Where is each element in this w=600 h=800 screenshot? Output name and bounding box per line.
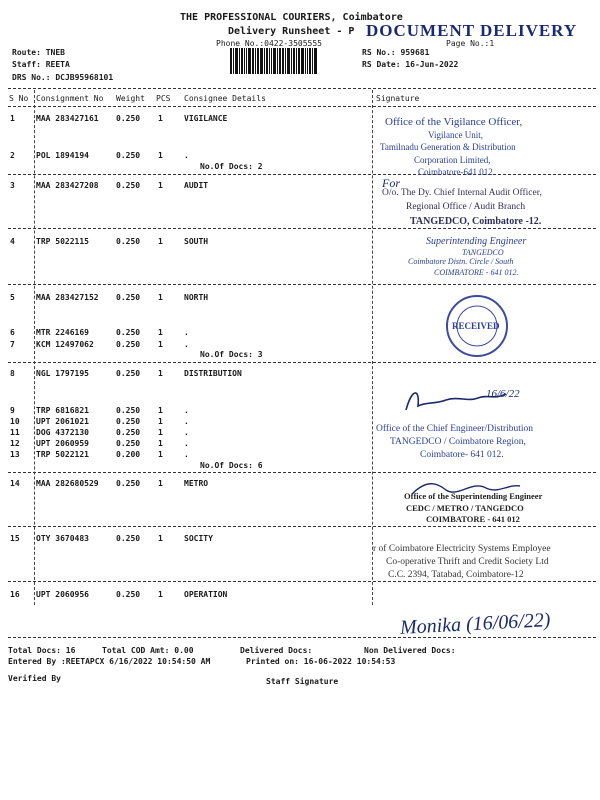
row-pcs: 1 [158,406,163,415]
column-header-consignment: Consignment No [36,94,104,103]
row-sno: 8 [10,369,15,378]
row-weight: 0.250 [116,417,141,426]
row-sno: 2 [10,151,15,160]
row-pcs: 1 [158,237,163,246]
south-stamp-line: Coimbatore Distn. Circle / South [408,257,514,266]
vigilance-stamp-line: Coimbatore-641 012. [418,167,495,177]
row-weight: 0.250 [116,293,141,302]
row-consignee: SOUTH [184,237,209,246]
row-weight: 0.250 [116,406,141,415]
row-consignment-no: MTR 2246169 [36,328,89,337]
row-sno: 3 [10,181,15,190]
doc-count: No.Of Docs: 6 [200,461,263,470]
row-divider [8,581,596,582]
row-sno: 7 [10,340,15,349]
row-weight: 0.250 [116,479,141,488]
row-pcs: 1 [158,479,163,488]
row-weight: 0.250 [116,340,141,349]
distribution-stamp-line: Coimbatore- 641 012. [420,450,504,460]
total-cod-amount: Total COD Amt: 0.00 [102,646,194,655]
row-divider [8,284,596,285]
row-pcs: 1 [158,328,163,337]
entered-by: Entered By :REETAPCX 6/16/2022 10:54:50 AM [8,657,211,666]
row-consignment-no: OTY 3670483 [36,534,89,543]
row-consignment-no: TRP 5022115 [36,237,89,246]
row-weight: 0.250 [116,181,141,190]
row-sno: 10 [10,417,20,426]
footer-rule [8,637,596,638]
vigilance-stamp-line: Corporation Limited, [414,155,491,165]
row-weight: 0.250 [116,328,141,337]
column-divider [372,90,373,605]
vigilance-stamp-line: Office of the Vigilance Officer, [385,116,523,128]
row-consignment-no: UPT 2060959 [36,439,89,448]
row-pcs: 1 [158,590,163,599]
row-divider [8,472,596,473]
row-consignee: SOCITY [184,534,213,543]
verified-by: Verified By [8,674,61,683]
row-consignment-no: MAA 283427161 [36,114,99,123]
row-sno: 11 [10,428,20,437]
row-sno: 14 [10,479,20,488]
row-consignment-no: UPT 2061021 [36,417,89,426]
operation-handwriting: Monika (16/06/22) [399,609,551,639]
row-weight: 0.250 [116,114,141,123]
row-weight: 0.250 [116,590,141,599]
row-sno: 9 [10,406,15,415]
society-stamp-line: Co-operative Thrift and Credit Society Ltd [386,557,549,567]
row-consignment-no: DOG 4372130 [36,428,89,437]
row-sno: 16 [10,590,20,599]
metro-stamp-line: CEDC / METRO / TANGEDCO [406,503,524,513]
row-consignment-no: KCM 12497062 [36,340,94,349]
row-consignee: NORTH [184,293,209,302]
total-docs: Total Docs: 16 [8,646,76,655]
audit-stamp-line: TANGEDCO, Coimbatore -12. [410,216,542,227]
company-title: THE PROFESSIONAL COURIERS, Coimbatore [180,12,403,23]
row-consignment-no: TRP 5022121 [36,450,89,459]
rs-date: RS Date: 16-Jun-2022 [362,60,459,69]
rs-number: RS No.: 959681 [362,48,430,57]
row-consignment-no: NGL 1797195 [36,369,89,378]
vigilance-stamp-line: Tamilnadu Generation & Distribution [380,142,516,152]
row-pcs: 1 [158,293,163,302]
row-pcs: 1 [158,439,163,448]
row-pcs: 1 [158,450,163,459]
row-divider [8,174,596,175]
column-header-pcs: PCS [156,94,171,103]
audit-stamp-line: Regional Office / Audit Branch [406,202,526,212]
row-consignee: DISTRIBUTION [184,369,242,378]
vigilance-stamp-line: Vigilance Unit, [428,130,483,140]
doc-count: No.Of Docs: 2 [200,162,263,171]
society-stamp-line: r of Coimbatore Electricity Systems Employee [373,544,551,554]
column-header-signature: Signature [376,94,420,103]
row-pcs: 1 [158,340,163,349]
row-consignment-no: POL 1894194 [36,151,89,160]
row-weight: 0.250 [116,151,141,160]
row-pcs: 1 [158,114,163,123]
row-consignment-no: MAA 282680529 [36,479,99,488]
row-sno: 15 [10,534,20,543]
row-weight: 0.250 [116,237,141,246]
row-sno: 4 [10,237,15,246]
row-pcs: 1 [158,417,163,426]
row-pcs: 1 [158,151,163,160]
row-pcs: 1 [158,428,163,437]
row-sno: 1 [10,114,15,123]
row-consignee: . [184,417,189,426]
row-divider [8,362,596,363]
row-divider [8,526,596,527]
row-consignee: VIGILANCE [184,114,228,123]
distribution-stamp-line: Office of the Chief Engineer/Distribution [376,424,534,434]
row-pcs: 1 [158,181,163,190]
drs-number: DRS No.: DCJB95968101 [12,73,114,82]
south-stamp-line: COIMBATORE - 641 012. [434,268,519,277]
row-pcs: 1 [158,534,163,543]
column-header-sno: S No [9,94,29,103]
row-weight: 0.250 [116,534,141,543]
south-stamp-line: TANGEDCO [462,248,504,257]
row-consignee: . [184,439,189,448]
column-header-consignee: Consignee Details [184,94,266,103]
row-sno: 5 [10,293,15,302]
row-pcs: 1 [158,369,163,378]
row-consignee: . [184,450,189,459]
row-consignee: AUDIT [184,181,209,190]
row-consignee: . [184,328,189,337]
staff-signature-label: Staff Signature [266,677,339,686]
runsheet-title: Delivery Runsheet - P [228,26,355,37]
column-header-weight: Weight [116,94,145,103]
printed-on: Printed on: 16-06-2022 10:54:53 [246,657,396,666]
staff: Staff: REETA [12,60,70,69]
row-consignee: . [184,340,189,349]
row-consignee: . [184,151,189,160]
society-stamp-line: C.C. 2394, Tatabad, Coimbatore-12 [388,570,524,580]
header-rule-top [8,88,596,89]
row-consignment-no: UPT 2060956 [36,590,89,599]
row-weight: 0.250 [116,439,141,448]
row-weight: 0.250 [116,369,141,378]
received-seal-label: RECEIVED [452,321,500,331]
metro-stamp-line: COIMBATORE - 641 012 [426,514,520,524]
row-divider [8,228,596,229]
row-consignee: . [184,428,189,437]
doc-count: No.Of Docs: 3 [200,350,263,359]
non-delivered-docs: Non Delivered Docs: [364,646,456,655]
row-consignee: OPERATION [184,590,228,599]
barcode [230,48,338,74]
document-delivery-stamp: DOCUMENT DELIVERY [366,21,578,40]
row-weight: 0.200 [116,450,141,459]
row-sno: 6 [10,328,15,337]
row-consignee: . [184,406,189,415]
page-number: Page No.:1 [446,39,495,48]
row-weight: 0.250 [116,428,141,437]
row-consignee: METRO [184,479,209,488]
route: Route: TNEB [12,48,65,57]
distribution-date-handwriting: 16/6/22 [486,388,520,400]
south-stamp-line: Superintending Engineer [426,236,527,247]
row-consignment-no: TRP 6816821 [36,406,89,415]
row-consignment-no: MAA 283427152 [36,293,99,302]
row-sno: 13 [10,450,20,459]
audit-stamp-line: O/o. The Dy. Chief Internal Audit Officer, [382,188,542,198]
audit-handwriting: For [382,176,400,190]
row-consignment-no: MAA 283427208 [36,181,99,190]
row-sno: 12 [10,439,20,448]
distribution-stamp-line: TANGEDCO / Coimbatore Region, [390,437,526,447]
delivered-docs: Delivered Docs: [240,646,313,655]
metro-stamp-line: Office of the Superintending Engineer [404,491,543,501]
phone-number: Phone No.:0422-3505555 [216,39,322,48]
column-divider [34,90,35,605]
header-rule-bottom [8,106,596,107]
